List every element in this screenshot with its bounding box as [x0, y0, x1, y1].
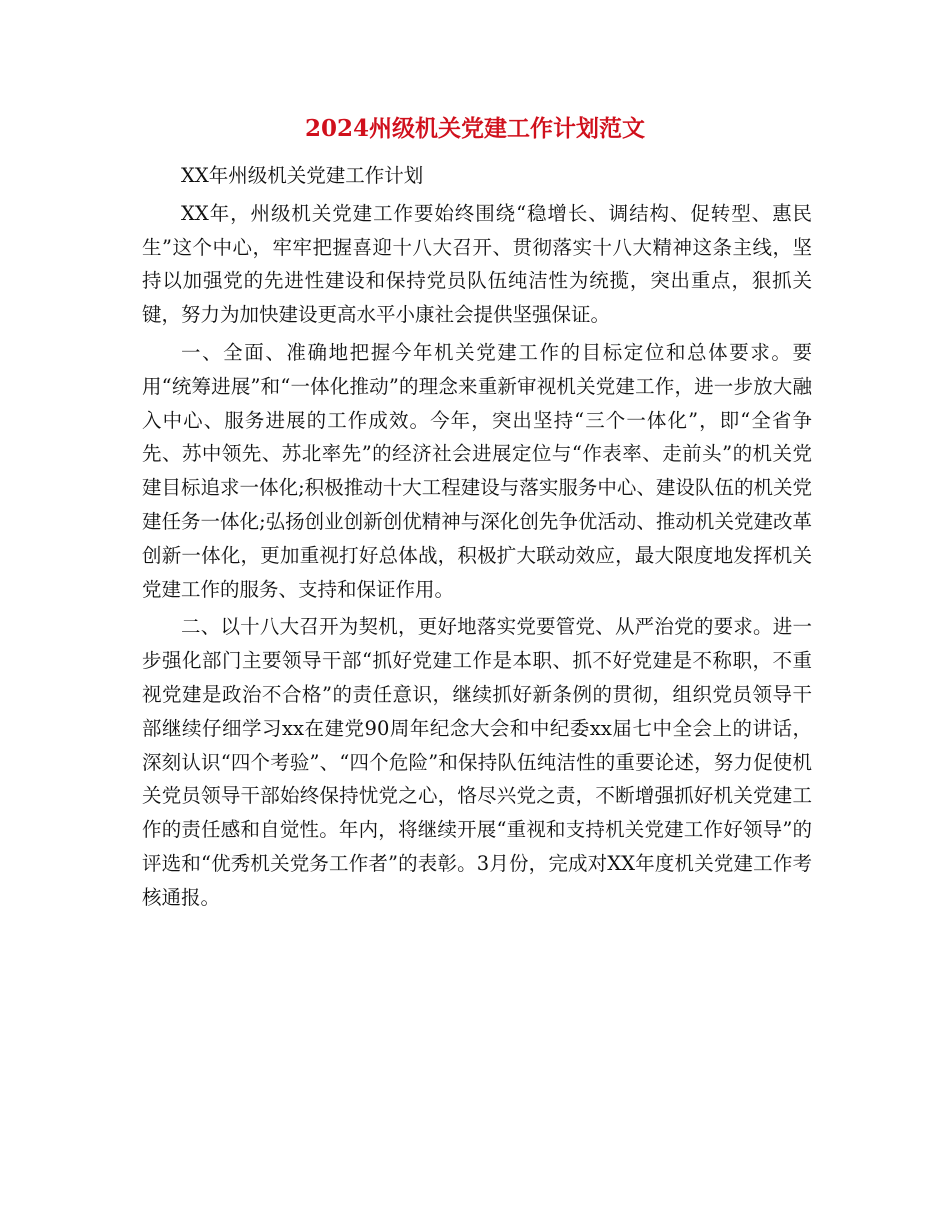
body-paragraph: XX年，州级机关党建工作要始终围绕“稳增长、调结构、促转型、惠民生”这个中心，牢牢把握喜迎十八大召开、贯彻落实十八大精神这条主线，坚持以加强党的先进性建设和保持党员队伍纯洁性为统揽，突出重点，狠抓关键，努力为加快建设更高水平小康社会提供坚强保证。 — [142, 201, 812, 327]
body-paragraph: XX年州级机关党建工作计划 — [181, 164, 424, 187]
document-body — [142, 159, 812, 919]
document-title: 2024州级机关党建工作计划范文 — [304, 115, 645, 142]
body-paragraph: 一、全面、准确地把握今年机关党建工作的目标定位和总体要求。要用“统筹进展”和“一体化推动”的理念来重新审视机关党建工作，进一步放大融入中心、服务进展的工作成效。今年，突出坚持“三个一体化”，即“全省争先、苏中领先、苏北率先”的经济社会进展定位与“作表率、走前头”的机关党建目标追求一体化;积极推动十大工程建设与落实服务中心、建设队伍的机关党建任务一体化;弘扬创业创新创优精神与深化创先争优活动、推动机关党建改革创新一体化，更加重视打好总体战，积极扩大联动效应，最大限度地发挥机关党建工作的服务、支持和保证作用。 — [142, 340, 812, 601]
body-paragraph: 二、以十八大召开为契机，更好地落实党要管党、从严治党的要求。进一步强化部门主要领导干部“抓好党建工作是本职、抓不好党建是不称职，不重视党建是政治不合格”的责任意识，继续抓好新条例的贯彻，组织党员领导干部继续仔细学习xx在建党90周年纪念大会和中纪委xx届七中全会上的讲话，深刻认识“四个考验”、“四个危险”和保持队伍纯洁性的重要论述，努力促使机关党员领导干部始终保持忧党之心，恪尽兴党之责，不断增强抓好机关党建工作的责任感和自觉性。年内，将继续开展“重视和支持机关党建工作好领导”的评选和“优秀机关党务工作者”的表彰。3月份，完成对XX年度机关党建工作考核通报。 — [142, 615, 812, 909]
